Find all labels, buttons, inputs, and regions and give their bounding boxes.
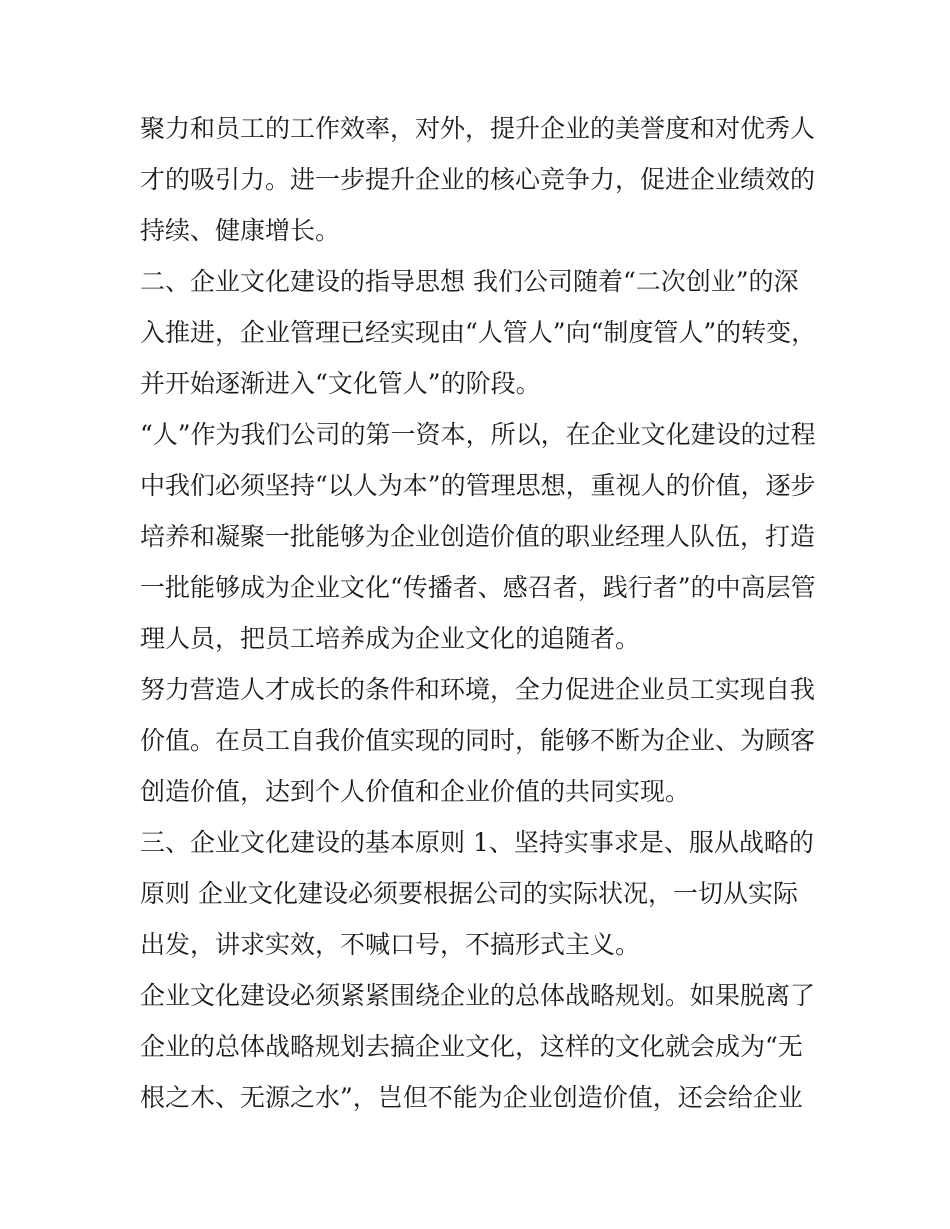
text-line: 原则 企业文化建设必须要根据公司的实际状况，一切从实际: [140, 879, 798, 908]
text-line: 并开始逐渐进入“文化管人”的阶段。: [140, 369, 541, 398]
text-line: 持续、健康增长。: [140, 216, 341, 245]
text-line: 培养和凝聚一批能够为企业创造价值的职业经理人队伍，打造: [140, 522, 816, 551]
paragraph-2: [140, 256, 820, 409]
paragraph-5: [140, 817, 820, 970]
text-line: 二、企业文化建设的指导思想 我们公司随着“二次创业”的深: [140, 267, 799, 296]
text-line: 中我们必须坚持“以人为本”的管理思想，重视人的价值，逐步: [140, 471, 816, 500]
text-line: “人”作为我们公司的第一资本，所以，在企业文化建设的过程: [140, 420, 816, 449]
paragraph-4: [140, 664, 820, 817]
document-body: [140, 103, 820, 1123]
text-line: 才的吸引力。进一步提升企业的核心竞争力，促进企业绩效的: [140, 165, 816, 194]
text-line: 出发，讲求实效，不喊口号，不搞形式主义。: [140, 930, 641, 959]
text-line: 根之木、无源之水”，岂但不能为企业创造价值，还会给企业: [140, 1083, 803, 1112]
text-line: 企业文化建设必须紧紧围绕企业的总体战略规划。如果脱离了: [140, 981, 816, 1010]
text-line: 企业的总体战略规划去搞企业文化，这样的文化就会成为“无: [140, 1032, 803, 1061]
text-line: 一批能够成为企业文化“传播者、感召者，践行者”的中高层管: [140, 573, 816, 602]
text-line: 价值。在员工自我价值实现的同时，能够不断为企业、为顾客: [140, 726, 816, 755]
paragraph-1: [140, 103, 820, 256]
text-line: 创造价值，达到个人价值和企业价值的共同实现。: [140, 777, 691, 806]
text-line: 入推进，企业管理已经实现由“人管人”向“制度管人”的转变，: [140, 318, 817, 347]
text-line: 聚力和员工的工作效率，对外，提升企业的美誉度和对优秀人: [140, 114, 816, 143]
text-line: 三、企业文化建设的基本原则 1、坚持实事求是、服从战略的: [140, 828, 814, 857]
text-line: 努力营造人才成长的条件和环境，全力促进企业员工实现自我: [140, 675, 816, 704]
paragraph-3: [140, 409, 820, 664]
paragraph-6: [140, 970, 820, 1123]
text-line: 理人员，把员工培养成为企业文化的追随者。: [140, 624, 641, 653]
